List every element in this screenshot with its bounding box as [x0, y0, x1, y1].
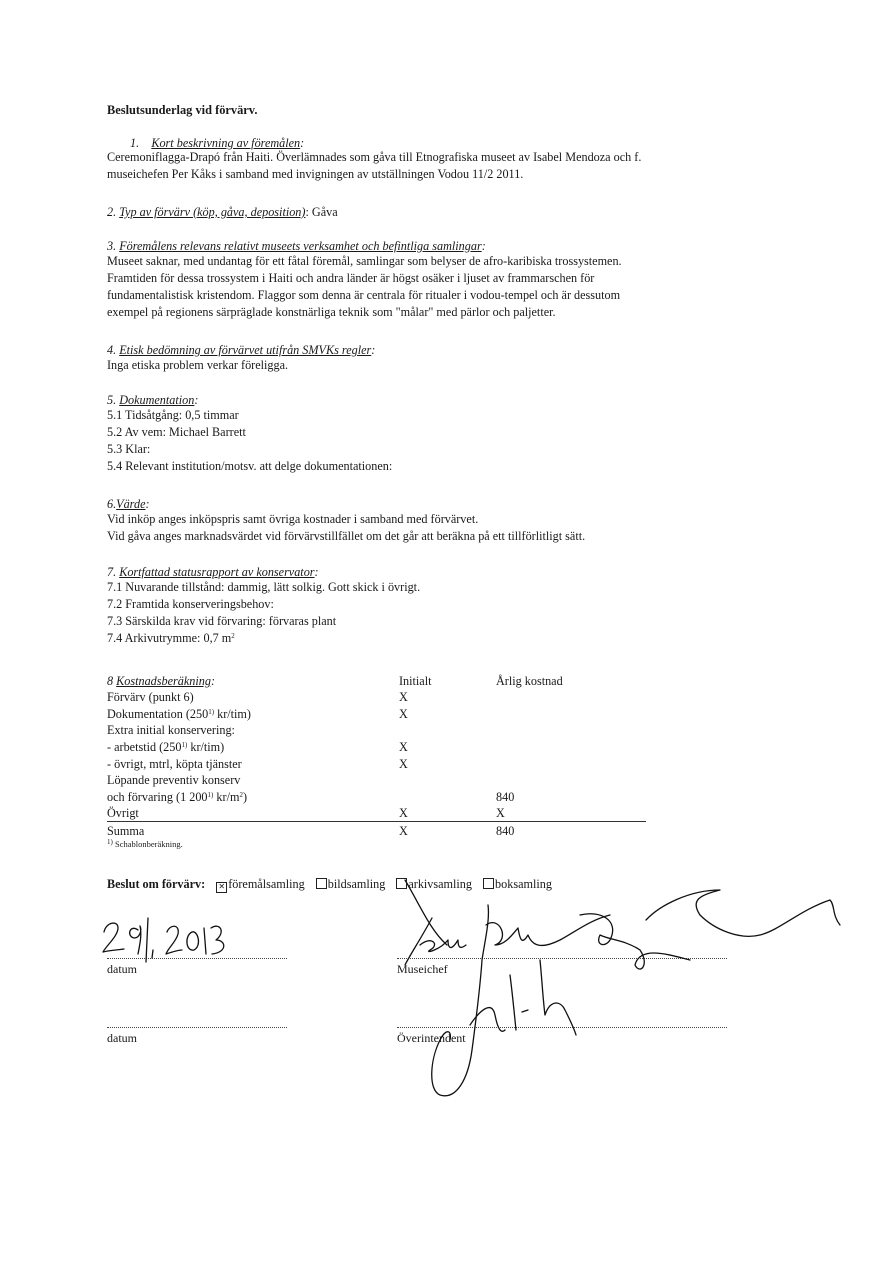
section-3-line: Museet saknar, med undantag för ett fåtal föremål, samlingar som belyser de afro-karibiska trossystemen.	[107, 254, 622, 268]
row-label: Dokumentation (250$^{1)}$ kr/tim)	[107, 706, 251, 721]
cost-table	[107, 672, 646, 851]
checkbox-unchecked-icon[interactable]	[483, 878, 494, 889]
section-1-number: 1.	[130, 136, 140, 150]
option-foremalsamling[interactable]: ✕ föremålsamling	[216, 877, 305, 891]
decision-row	[107, 877, 560, 893]
row-annual: 840	[496, 789, 515, 804]
section-7-body	[107, 579, 420, 647]
table-row	[107, 689, 646, 706]
section-4-body	[107, 357, 288, 374]
option-arkivsamling[interactable]: arkivsamling	[396, 877, 472, 891]
section-2-title: Typ av förvärv (köp, gåva, deposition)	[119, 205, 306, 219]
museichef-signature-line	[397, 958, 727, 959]
handwritten-date	[103, 918, 224, 962]
row-label: Löpande preventiv konserv	[107, 773, 241, 788]
section-3-number: 3.	[107, 239, 117, 253]
sum-annual: 840	[496, 822, 646, 839]
decision-label: Beslut om förvärv:	[107, 877, 206, 891]
overintendent-label: Överintendent	[397, 1031, 466, 1045]
overintendent-signature	[470, 960, 576, 1035]
overintendent-signature-line	[397, 1027, 727, 1028]
conservation-needs-line: 7.2 Framtida konserveringsbehov:	[107, 597, 274, 611]
checkbox-unchecked-icon[interactable]	[396, 878, 407, 889]
section-5-heading: 5. Dokumentation:	[107, 393, 199, 407]
documentation-time: 5.1 Tidsåtgång: 0,5 timmar	[107, 408, 239, 422]
row-initial	[399, 772, 496, 789]
section-5-title: Dokumentation	[119, 393, 195, 407]
row-annual	[496, 755, 646, 772]
row-label: Övrigt	[107, 806, 139, 821]
section-2-number: 2.	[107, 205, 117, 219]
row-label: Extra initial konservering:	[107, 723, 235, 738]
footnote-row	[107, 839, 646, 851]
row-label: - arbetstid (250$^{1)}$ kr/tim)	[107, 739, 225, 754]
table-row	[107, 805, 646, 822]
document-title: Beslutsunderlag vid förvärv.	[107, 103, 258, 117]
row-initial: X	[399, 739, 408, 754]
storage-requirements-line: 7.3 Särskilda krav vid förvaring: förvaras plant	[107, 614, 337, 628]
section-7-title: Kortfattad statusrapport av konservator	[119, 565, 315, 579]
col-initial-header: Initialt	[399, 673, 432, 688]
section-3-body	[107, 253, 622, 321]
section-6-body	[107, 511, 585, 545]
condition-line: 7.1 Nuvarande tillstånd: dammig, lätt solkig. Gott skick i övrigt.	[107, 580, 421, 594]
section-8-heading: 8 Kostnadsberäkning:	[107, 673, 215, 688]
section-3-title: Föremålens relevans relativt museets verksamhet och befintliga samlingar	[119, 239, 482, 253]
sum-initial: X	[399, 822, 496, 839]
sum-label: Summa	[107, 822, 399, 839]
section-1-title: Kort beskrivning av föremålen	[151, 136, 301, 150]
section-5-body	[107, 407, 392, 475]
row-annual	[496, 705, 646, 722]
date-label-1: datum	[107, 962, 137, 976]
section-1-line: museichefen Per Kåks i samband med invigningen av utställningen Vodou 11/2 2011.	[107, 167, 524, 181]
section-6-line: Vid gåva anges marknadsvärdet vid förvärvstillfället om det går att beräkna på ett tillförlitligt sätt.	[107, 529, 586, 543]
row-initial: X	[399, 690, 408, 705]
row-label: Förvärv (punkt 6)	[107, 690, 194, 705]
row-label: - övrigt, mtrl, köpta tjänster	[107, 756, 242, 771]
row-annual	[496, 738, 646, 755]
section-6-title: Värde	[116, 497, 146, 511]
section-3-heading: 3. Föremålens relevans relativt museets verksamhet och befintliga samlingar:	[107, 239, 486, 253]
row-initial	[399, 788, 496, 805]
col-annual-header: Årlig kostnad	[496, 673, 563, 688]
section-6-number: 6.	[107, 497, 117, 511]
table-row	[107, 738, 646, 755]
table-row	[107, 722, 646, 739]
section-4-number: 4.	[107, 343, 117, 357]
sum-row	[107, 822, 646, 839]
section-3-line: fundamentalistisk kristendom. Flaggor som denna är centrala för ritualer i vodou-tempel och är dessutom	[107, 288, 621, 302]
table-row	[107, 755, 646, 772]
section-4-heading: 4. Etisk bedömning av förvärvet utifrån SMVKs regler:	[107, 343, 376, 357]
row-initial: X	[399, 706, 408, 721]
section-1-heading: 1. Kort beskrivning av föremålen:	[130, 136, 305, 150]
section-2: 2. Typ av förvärv (köp, gåva, deposition): Gåva	[107, 205, 338, 219]
row-annual	[496, 772, 646, 789]
section-8-number: 8	[107, 673, 114, 688]
museichef-label: Museichef	[397, 962, 448, 976]
documentation-done: 5.3 Klar:	[107, 442, 151, 456]
section-3-line: exempel på regionens särpräglade konstnärliga teknik som "målar" med pärlor och paljetter.	[107, 305, 556, 319]
acquisition-type-value: Gåva	[311, 205, 338, 219]
checkbox-checked-icon[interactable]: ✕	[216, 882, 227, 893]
date-label-2: datum	[107, 1031, 137, 1045]
archive-space-label: 7.4 Arkivutrymme: 0,7 m	[107, 631, 232, 645]
archive-space-line	[107, 630, 420, 647]
section-6-line: Vid inköp anges inköpspris samt övriga kostnader i samband med förvärvet.	[107, 512, 479, 526]
section-1-line: Ceremoniflagga-Drapó från Haiti. Överlämnades som gåva till Etnografiska museet av Isabel Mendoza och f.	[107, 150, 642, 164]
row-annual	[496, 722, 646, 739]
documentation-by: 5.2 Av vem: Michael Barrett	[107, 425, 246, 439]
checkbox-unchecked-icon[interactable]	[316, 878, 327, 889]
section-3-line: Framtiden för dessa trossystem i Haiti och andra länder är högst osäker i ljuset av frammarschen för	[107, 271, 595, 285]
table-row	[107, 705, 646, 722]
section-8-title: Kostnadsberäkning	[116, 673, 211, 688]
table-row	[107, 772, 646, 789]
row-initial	[399, 722, 496, 739]
date-line-1	[107, 958, 287, 959]
section-6-heading: 6.Värde:	[107, 497, 150, 511]
section-4-title: Etisk bedömning av förvärvet utifrån SMVKs regler	[119, 343, 372, 357]
row-annual: X	[496, 806, 505, 821]
footnote: $^{1)}$ Schablonberäkning.	[107, 837, 183, 849]
row-initial: X	[399, 806, 408, 821]
section-7-number: 7.	[107, 565, 117, 579]
section-4-line: Inga etiska problem verkar föreligga.	[107, 358, 289, 372]
row-label: och förvaring (1 200$^{1)}$ $kr/m^2$)	[107, 789, 248, 804]
archive-space-unit-sup: 2	[231, 632, 235, 640]
documentation-institution: 5.4 Relevant institution/motsv. att delge dokumentationen:	[107, 459, 393, 473]
row-annual	[496, 689, 646, 706]
option-bildsamling[interactable]: bildsamling	[316, 877, 386, 891]
museichef-signature	[405, 880, 840, 1096]
section-7-heading: 7. Kortfattad statusrapport av konservator:	[107, 565, 319, 579]
row-initial: X	[399, 756, 408, 771]
section-5-number: 5.	[107, 393, 117, 407]
option-boksamling[interactable]: boksamling	[483, 877, 552, 891]
table-row	[107, 788, 646, 805]
cost-table-header	[107, 672, 646, 689]
date-line-2	[107, 1027, 287, 1028]
section-1-body	[107, 149, 641, 183]
